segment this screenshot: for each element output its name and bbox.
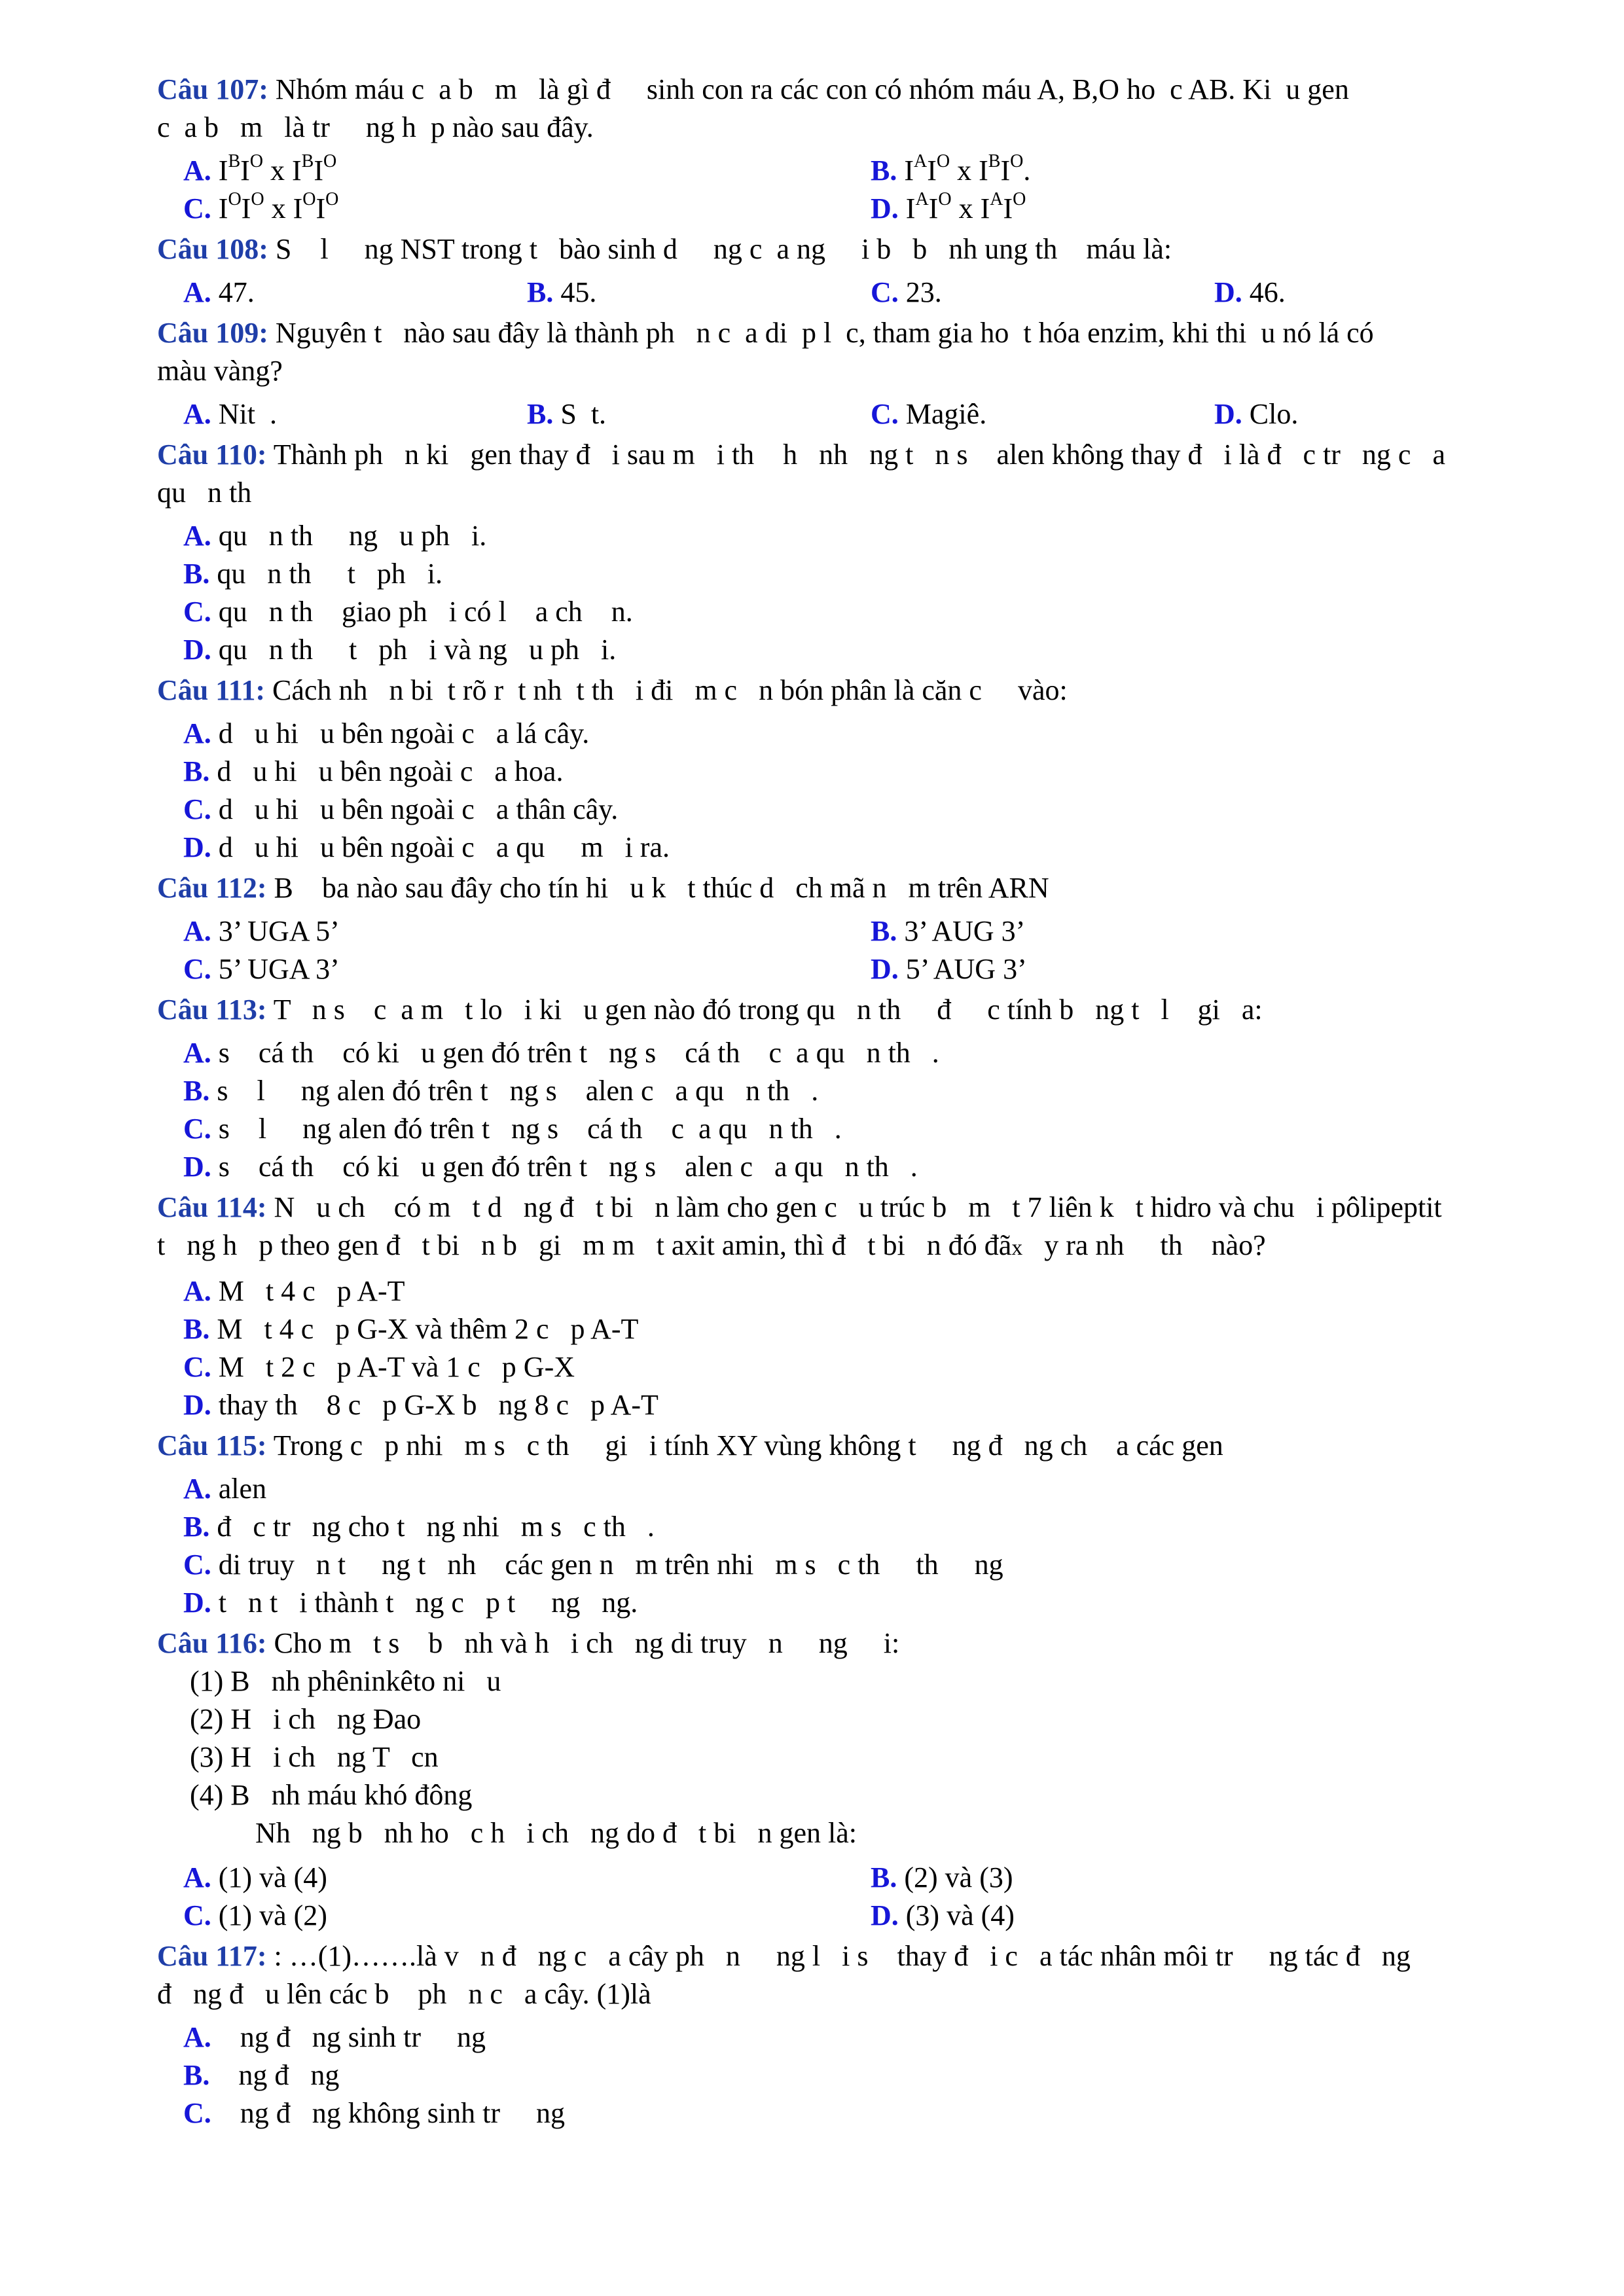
option-d: D. s cá th có ki u gen đó trên t ng s alen c a qu n th . <box>183 1151 918 1183</box>
question-text-continued: c a b m là tr ng h p nào sau đây. <box>157 111 594 143</box>
question-text: Trong c p nhi m s c th gi i tính XY vùng không t ng đ ng ch a các gen <box>266 1429 1223 1462</box>
question-label: Câu 115: <box>157 1429 267 1462</box>
option-c: C. Magiê. <box>871 398 987 430</box>
question-label: Câu 108: <box>157 233 268 265</box>
options <box>157 395 1545 433</box>
question-text: : …(1)…….là v n đ ng c a cây ph n ng l i s thay đ i c a tác nhân môi tr ng tác đ ng <box>266 1940 1411 1972</box>
options <box>157 715 1545 867</box>
question-label: Câu 111: <box>157 674 266 706</box>
question-stem <box>157 869 1545 907</box>
option-c: C. 23. <box>871 276 942 308</box>
question-label: Câu 114: <box>157 1191 267 1223</box>
option-d: D. thay th 8 c p G-X b ng 8 c p A-T <box>183 1389 659 1421</box>
option-a: A. d u hi u bên ngoài c a lá cây. <box>183 717 590 749</box>
option-d: D. 46. <box>1214 276 1286 308</box>
option-d: D. Clo. <box>1214 398 1299 430</box>
options <box>157 1272 1545 1424</box>
question-text: Nguyên t nào sau đây là thành ph n c a di p l c, tham gia ho t hóa enzim, khi thi u nó lá có <box>268 317 1374 349</box>
option-b: B. (2) và (3) <box>871 1861 1013 1893</box>
question-111 <box>157 672 1545 867</box>
question-label: Câu 117: <box>157 1940 267 1972</box>
question-text: B ba nào sau đây cho tín hi u k t thúc d ch mã n m trên ARN <box>266 872 1049 904</box>
list-item: (2) H i ch ng Đao <box>190 1703 422 1735</box>
option-a: A. $I^BI^O$ x $I^BI^O$ <box>183 151 337 187</box>
option-a: A. Nit . <box>183 398 278 430</box>
question-text-continued: màu vàng? <box>157 355 283 387</box>
question-stem <box>157 230 1545 268</box>
option-a-genotype: $I^BI^O$ x $I^BI^O$ <box>218 151 337 187</box>
question-114 <box>157 1189 1545 1424</box>
question-stem <box>157 672 1545 709</box>
option-c-genotype: $I^OI^O$ x $I^OI^O$ <box>218 189 339 224</box>
options <box>157 2018 1545 2132</box>
option-a: A. (1) và (4) <box>183 1861 327 1893</box>
question-115 <box>157 1427 1545 1622</box>
options <box>157 152 1545 228</box>
option-a: A. 47. <box>183 276 255 308</box>
option-a: A. qu n th ng u ph i. <box>183 520 487 552</box>
option-d-genotype: $I^AI^O$ x $I^AI^O$ <box>905 189 1026 224</box>
option-b: B. S t. <box>527 398 607 430</box>
question-stem <box>157 1427 1545 1465</box>
question-stem <box>157 1624 1545 1662</box>
option-c: C. s l ng alen đó trên t ng s cá th c a qu n th . <box>183 1113 842 1145</box>
option-b: B. 45. <box>527 276 597 308</box>
option-a: A. ng đ ng sinh tr ng <box>183 2021 486 2053</box>
question-text: Cách nh n bi t rõ r t nh t th i đi m c n bón phân là căn c vào: <box>265 674 1068 706</box>
question-label: Câu 110: <box>157 439 267 471</box>
question-text-continued: qu n th <box>157 476 252 509</box>
option-a: A. s cá th có ki u gen đó trên t ng s cá th c a qu n th . <box>183 1037 939 1069</box>
question-label: Câu 109: <box>157 317 268 349</box>
option-b: B. $I^AI^O$ x $I^BI^O$. <box>871 151 1031 187</box>
question-stem <box>157 991 1545 1029</box>
question-text: N u ch có m t d ng đ t bi n làm cho gen c u trúc b m t 7 liên k t hidro và chu i pôlipeptit <box>266 1191 1442 1223</box>
question-stem <box>157 436 1545 512</box>
option-c: C. di truy n t ng t nh các gen n m trên nhi m s c th th ng <box>183 1549 1003 1581</box>
option-c: C. 5’ UGA 3’ <box>183 953 340 985</box>
option-c: C. qu n th giao ph i có l a ch n. <box>183 596 633 628</box>
question-stem <box>157 1937 1545 2013</box>
question-label: Câu 107: <box>157 73 268 105</box>
option-b: B. s l ng alen đó trên t ng s alen c a qu n th . <box>183 1075 819 1107</box>
question-text: T n s c a m t lo i ki u gen nào đó trong qu n th đ c tính b ng t l gi a: <box>266 994 1263 1026</box>
option-a: A. M t 4 c p A-T <box>183 1275 405 1307</box>
question-text: Thành ph n ki gen thay đ i sau m i th h nh ng t n s alen không thay đ i là đ c tr ng c a <box>266 439 1445 471</box>
options <box>157 517 1545 669</box>
options <box>157 1034 1545 1186</box>
option-d: D. 5’ AUG 3’ <box>871 953 1027 985</box>
option-c: C. M t 2 c p A-T và 1 c p G-X <box>183 1351 575 1383</box>
list-item: (4) B nh máu khó đông <box>190 1779 473 1811</box>
option-a: A. 3’ UGA 5’ <box>183 915 340 947</box>
question-117 <box>157 1937 1545 2132</box>
question-107 <box>157 71 1545 228</box>
question-label: Câu 116: <box>157 1627 267 1659</box>
option-c: C. d u hi u bên ngoài c a thân cây. <box>183 793 619 825</box>
question-label: Câu 112: <box>157 872 267 904</box>
option-d: D. d u hi u bên ngoài c a qu m i ra. <box>183 831 670 863</box>
question-text-continued: t ng h p theo gen đ t bi n b gi m m t axit amin, thì đ t bi n đó đã <box>157 1229 1012 1261</box>
option-d: D. $I^AI^O$ x $I^AI^O$ <box>871 189 1026 224</box>
option-b: B. ng đ ng <box>183 2059 340 2091</box>
question-stem <box>157 314 1545 390</box>
question-text: Nhóm máu c a b m là gì đ sinh con ra các con có nhóm máu A, B,O ho c AB. Ki u gen <box>268 73 1349 105</box>
option-b: B. M t 4 c p G-X và thêm 2 c p A-T <box>183 1313 639 1345</box>
question-prompt: Nh ng b nh ho c h i ch ng do đ t bi n gen là: <box>255 1817 857 1849</box>
option-c: C. ng đ ng không sinh tr ng <box>183 2097 566 2129</box>
options <box>157 1859 1545 1935</box>
question-text: Cho m t s b nh và h i ch ng di truy n ng i: <box>266 1627 900 1659</box>
options <box>157 912 1545 988</box>
question-110 <box>157 436 1545 669</box>
option-d: D. qu n th t ph i và ng u ph i. <box>183 634 617 666</box>
question-108 <box>157 230 1545 312</box>
numbered-list <box>157 1662 1545 1814</box>
option-c: C. (1) và (2) <box>183 1899 327 1931</box>
question-label: Câu 113: <box>157 994 267 1026</box>
question-text-continued: đ ng đ u lên các b ph n c a cây. (1)là <box>157 1978 651 2010</box>
options <box>157 1470 1545 1622</box>
question-text: S l ng NST trong t bào sinh d ng c a ng i b b nh ung th máu là: <box>268 233 1172 265</box>
option-a: A. alen <box>183 1473 267 1505</box>
question-109 <box>157 314 1545 433</box>
option-b: B. đ c tr ng cho t ng nhi m s c th . <box>183 1511 655 1543</box>
option-b-genotype: $I^AI^O$ x $I^BI^O$. <box>904 151 1031 187</box>
document-page <box>157 71 1545 2135</box>
options <box>157 274 1545 312</box>
question-116 <box>157 1624 1545 1935</box>
option-b: B. 3’ AUG 3’ <box>871 915 1026 947</box>
question-112 <box>157 869 1545 988</box>
question-stem <box>157 71 1545 147</box>
option-b: B. d u hi u bên ngoài c a hoa. <box>183 755 564 787</box>
option-b: B. qu n th t ph i. <box>183 558 443 590</box>
option-c: C. $I^OI^O$ x $I^OI^O$ <box>183 189 339 224</box>
question-113 <box>157 991 1545 1186</box>
question-stem: Câu 114: N u ch có m t d ng đ t bi n làm cho gen c u trúc b m t 7 liên k t hidro và chu i pôlipeptit t ng h p theo gen đ t bi n b gi m m t axit amin, thì đ t bi n đó đãx y ra nh th nào? <box>157 1191 1442 1261</box>
option-d: D. t n t i thành t ng c p t ng ng. <box>183 1587 638 1619</box>
list-item: (1) B nh phêninkêto ni u <box>190 1665 501 1697</box>
list-item: (3) H i ch ng T cn <box>190 1741 439 1773</box>
option-d: D. (3) và (4) <box>871 1899 1015 1931</box>
